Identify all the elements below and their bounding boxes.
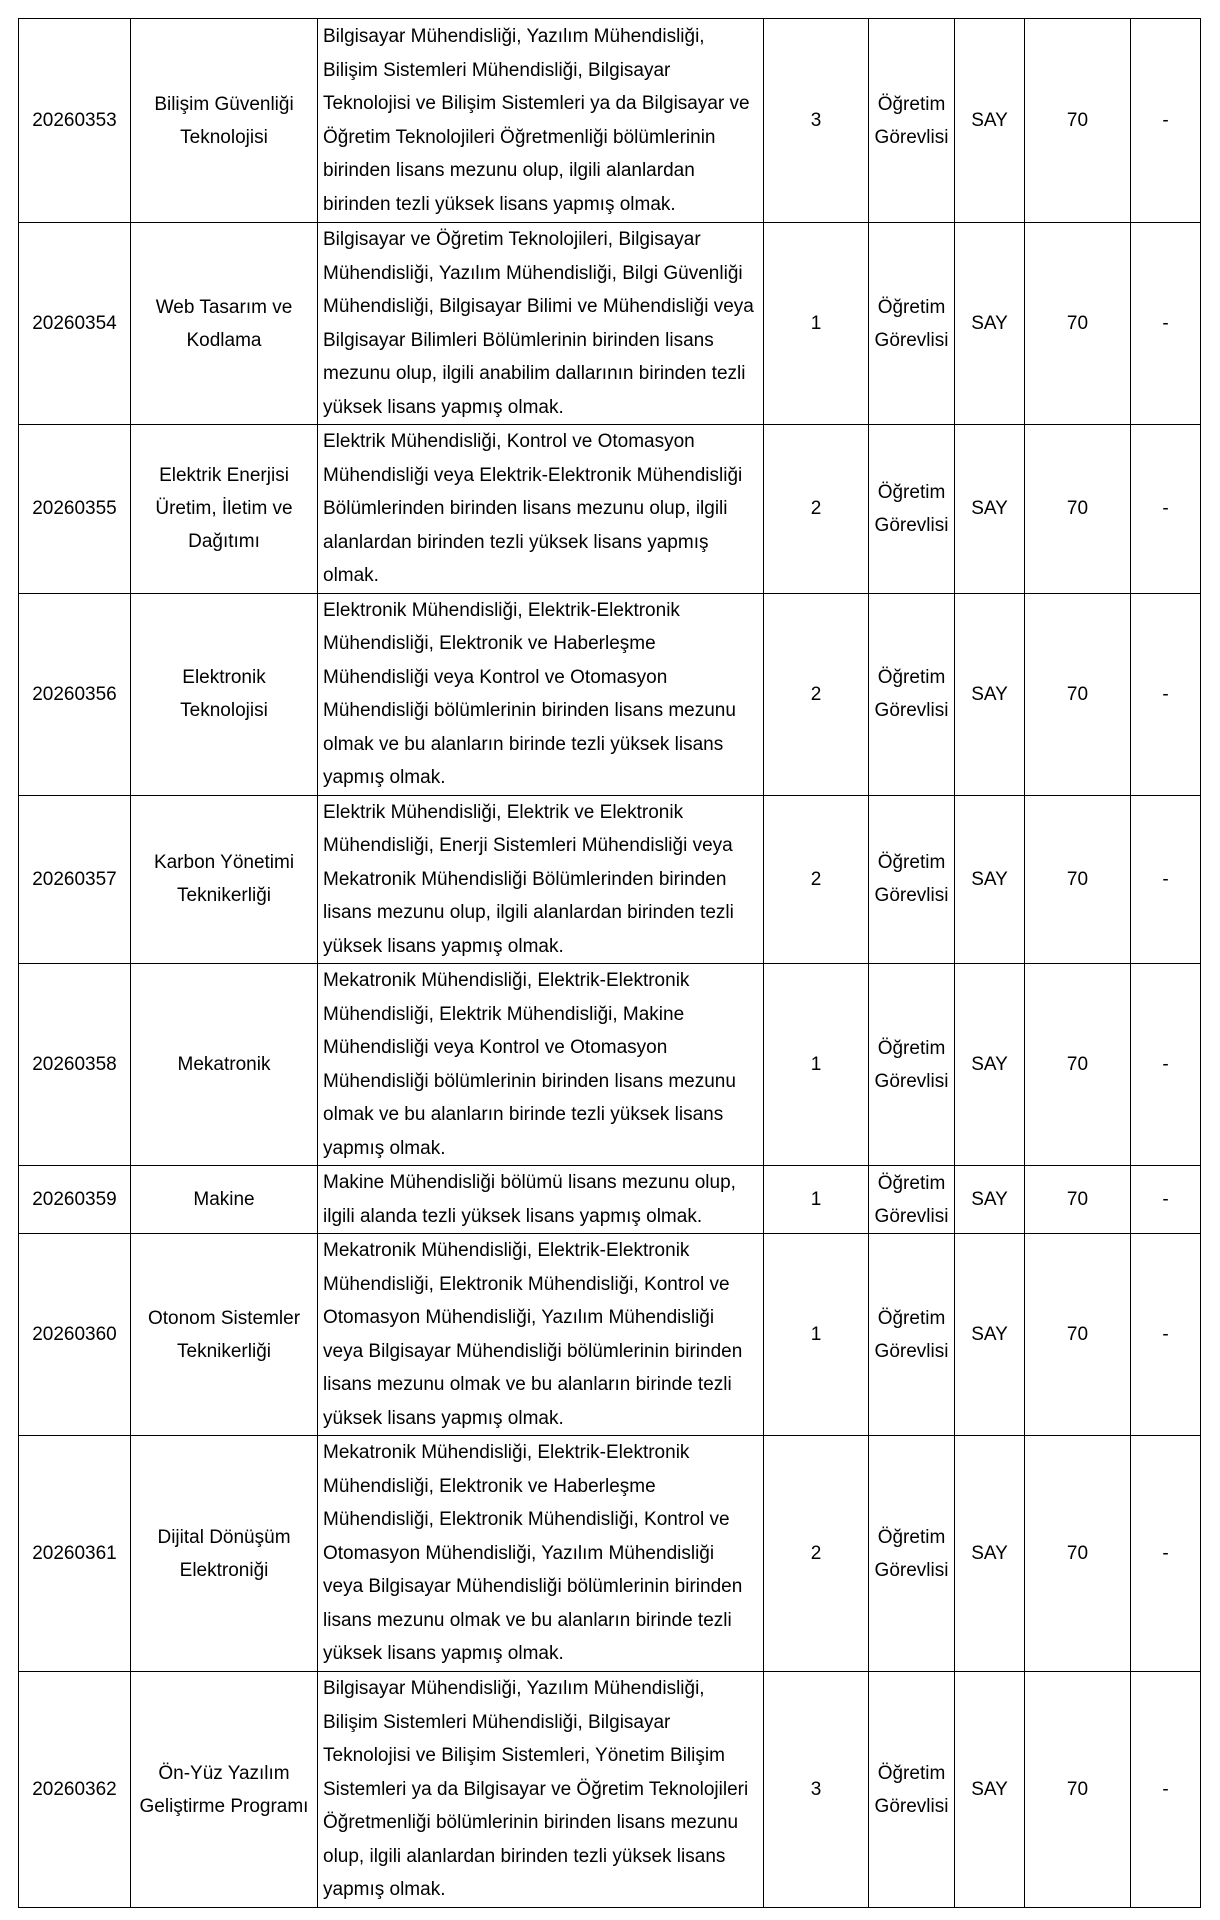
program-cell: Elektronik Teknolojisi	[131, 593, 318, 795]
title-cell: Öğretim Görevlisi	[869, 1166, 955, 1234]
requirement-cell: Makine Mühendisliği bölümü lisans mezunu olup, ilgili alanda tezli yüksek lisans yapmış olmak.	[318, 1166, 764, 1234]
min-score-cell: 70	[1025, 1234, 1131, 1436]
score-type-cell: SAY	[955, 1672, 1025, 1908]
requirement-cell: Mekatronik Mühendisliği, Elektrik-Elektronik Mühendisliği, Elektronik Mühendisliği, Kontrol ve Otomasyon Mühendisliği, Yazılım Mühendisliği veya Bilgisayar Mühendisliği bölümlerinin birinden lisans mezunu olmak ve bu alanların birinde tezli yüksek lisans yapmış olmak.	[318, 1234, 764, 1436]
ilan-code-cell: 20260358	[19, 964, 131, 1166]
min-score-cell: 70	[1025, 1672, 1131, 1908]
table-row	[19, 223, 1201, 425]
requirement-cell: Elektrik Mühendisliği, Kontrol ve Otomasyon Mühendisliği veya Elektrik-Elektronik Mühendisliği Bölümlerinden birinden lisans mezunu olup, ilgili alanlardan birinden tezli yüksek lisans yapmış olmak.	[318, 425, 764, 594]
ilan-code-cell: 20260359	[19, 1166, 131, 1234]
requirement-cell: Elektronik Mühendisliği, Elektrik-Elektronik Mühendisliği, Elektronik ve Haberleşme Mühendisliği veya Kontrol ve Otomasyon Mühendisliği bölümlerinin birinden lisans mezunu olmak ve bu alanların birinde tezli yüksek lisans yapmış olmak.	[318, 593, 764, 795]
program-cell: Bilişim Güvenliği Teknolojisi	[131, 19, 318, 223]
quantity-cell: 1	[764, 1234, 869, 1436]
requirement-cell: Bilgisayar ve Öğretim Teknolojileri, Bilgisayar Mühendisliği, Yazılım Mühendisliği, Bilgi Güvenliği Mühendisliği, Bilgisayar Bilimi ve Mühendisliği veya Bilgisayar Bilimleri Bölümlerinin birinden lisans mezunu olup, ilgili anabilim dallarının birinden tezli yüksek lisans yapmış olmak.	[318, 223, 764, 425]
program-cell: Otonom Sistemler Teknikerliği	[131, 1234, 318, 1436]
quantity-cell: 2	[764, 425, 869, 594]
score-type-cell: SAY	[955, 964, 1025, 1166]
title-cell: Öğretim Görevlisi	[869, 795, 955, 964]
note-cell: -	[1131, 1234, 1201, 1436]
ilan-code-cell: 20260355	[19, 425, 131, 594]
ilan-code-cell: 20260361	[19, 1436, 131, 1672]
score-type-cell: SAY	[955, 1436, 1025, 1672]
table-row	[19, 425, 1201, 594]
note-cell: -	[1131, 964, 1201, 1166]
note-cell: -	[1131, 19, 1201, 223]
note-cell: -	[1131, 593, 1201, 795]
program-cell: Elektrik Enerjisi Üretim, İletim ve Dağıtımı	[131, 425, 318, 594]
ilan-code-cell: 20260360	[19, 1234, 131, 1436]
table-row	[19, 1672, 1201, 1908]
program-cell: Mekatronik	[131, 964, 318, 1166]
table-row	[19, 795, 1201, 964]
table-row	[19, 19, 1201, 223]
ilan-code-cell: 20260357	[19, 795, 131, 964]
score-type-cell: SAY	[955, 19, 1025, 223]
table-row	[19, 1436, 1201, 1672]
score-type-cell: SAY	[955, 425, 1025, 594]
requirement-cell: Bilgisayar Mühendisliği, Yazılım Mühendisliği, Bilişim Sistemleri Mühendisliği, Bilgisayar Teknolojisi ve Bilişim Sistemleri, Yönetim Bilişim Sistemleri ya da Bilgisayar ve Öğretim Teknolojileri Öğretmenliği bölümlerinin birinden lisans mezunu olup, ilgili alanlardan birinden tezli yüksek lisans yapmış olmak.	[318, 1672, 764, 1908]
score-type-cell: SAY	[955, 593, 1025, 795]
program-cell: Karbon Yönetimi Teknikerliği	[131, 795, 318, 964]
title-cell: Öğretim Görevlisi	[869, 1672, 955, 1908]
score-type-cell: SAY	[955, 1166, 1025, 1234]
title-cell: Öğretim Görevlisi	[869, 1234, 955, 1436]
note-cell: -	[1131, 795, 1201, 964]
quantity-cell: 2	[764, 1436, 869, 1672]
quantity-cell: 1	[764, 1166, 869, 1234]
min-score-cell: 70	[1025, 19, 1131, 223]
table-row	[19, 593, 1201, 795]
program-cell: Ön-Yüz Yazılım Geliştirme Programı	[131, 1672, 318, 1908]
min-score-cell: 70	[1025, 964, 1131, 1166]
score-type-cell: SAY	[955, 1234, 1025, 1436]
ilan-code-cell: 20260354	[19, 223, 131, 425]
note-cell: -	[1131, 223, 1201, 425]
table-row	[19, 964, 1201, 1166]
quantity-cell: 1	[764, 223, 869, 425]
title-cell: Öğretim Görevlisi	[869, 1436, 955, 1672]
min-score-cell: 70	[1025, 795, 1131, 964]
title-cell: Öğretim Görevlisi	[869, 425, 955, 594]
quantity-cell: 3	[764, 1672, 869, 1908]
note-cell: -	[1131, 425, 1201, 594]
ilan-code-cell: 20260353	[19, 19, 131, 223]
min-score-cell: 70	[1025, 1166, 1131, 1234]
ilan-code-cell: 20260362	[19, 1672, 131, 1908]
min-score-cell: 70	[1025, 425, 1131, 594]
min-score-cell: 70	[1025, 223, 1131, 425]
program-cell: Makine	[131, 1166, 318, 1234]
quantity-cell: 2	[764, 593, 869, 795]
title-cell: Öğretim Görevlisi	[869, 223, 955, 425]
min-score-cell: 70	[1025, 593, 1131, 795]
table-row	[19, 1234, 1201, 1436]
quantity-cell: 1	[764, 964, 869, 1166]
score-type-cell: SAY	[955, 223, 1025, 425]
quantity-cell: 2	[764, 795, 869, 964]
program-cell: Dijital Dönüşüm Elektroniği	[131, 1436, 318, 1672]
requirement-cell: Mekatronik Mühendisliği, Elektrik-Elektronik Mühendisliği, Elektrik Mühendisliği, Makine Mühendisliği veya Kontrol ve Otomasyon Mühendisliği bölümlerinin birinden lisans mezunu olmak ve bu alanların birinde tezli yüksek lisans yapmış olmak.	[318, 964, 764, 1166]
requirement-cell: Mekatronik Mühendisliği, Elektrik-Elektronik Mühendisliği, Elektronik ve Haberleşme Mühendisliği, Elektronik Mühendisliği, Kontrol ve Otomasyon Mühendisliği, Yazılım Mühendisliği veya Bilgisayar Mühendisliği bölümlerinin birinden lisans mezunu olmak ve bu alanların birinde tezli yüksek lisans yapmış olmak.	[318, 1436, 764, 1672]
note-cell: -	[1131, 1436, 1201, 1672]
program-cell: Web Tasarım ve Kodlama	[131, 223, 318, 425]
note-cell: -	[1131, 1672, 1201, 1908]
quantity-cell: 3	[764, 19, 869, 223]
title-cell: Öğretim Görevlisi	[869, 964, 955, 1166]
score-type-cell: SAY	[955, 795, 1025, 964]
ilan-code-cell: 20260356	[19, 593, 131, 795]
table-row	[19, 1166, 1201, 1234]
positions-table	[18, 18, 1201, 1908]
requirement-cell: Bilgisayar Mühendisliği, Yazılım Mühendisliği, Bilişim Sistemleri Mühendisliği, Bilgisayar Teknolojisi ve Bilişim Sistemleri ya da Bilgisayar ve Öğretim Teknolojileri Öğretmenliği bölümlerinin birinden lisans mezunu olup, ilgili alanlardan birinden tezli yüksek lisans yapmış olmak.	[318, 19, 764, 223]
requirement-cell: Elektrik Mühendisliği, Elektrik ve Elektronik Mühendisliği, Enerji Sistemleri Mühendisliği veya Mekatronik Mühendisliği Bölümlerinden birinden lisans mezunu olup, ilgili alanlardan birinden tezli yüksek lisans yapmış olmak.	[318, 795, 764, 964]
title-cell: Öğretim Görevlisi	[869, 19, 955, 223]
min-score-cell: 70	[1025, 1436, 1131, 1672]
note-cell: -	[1131, 1166, 1201, 1234]
title-cell: Öğretim Görevlisi	[869, 593, 955, 795]
